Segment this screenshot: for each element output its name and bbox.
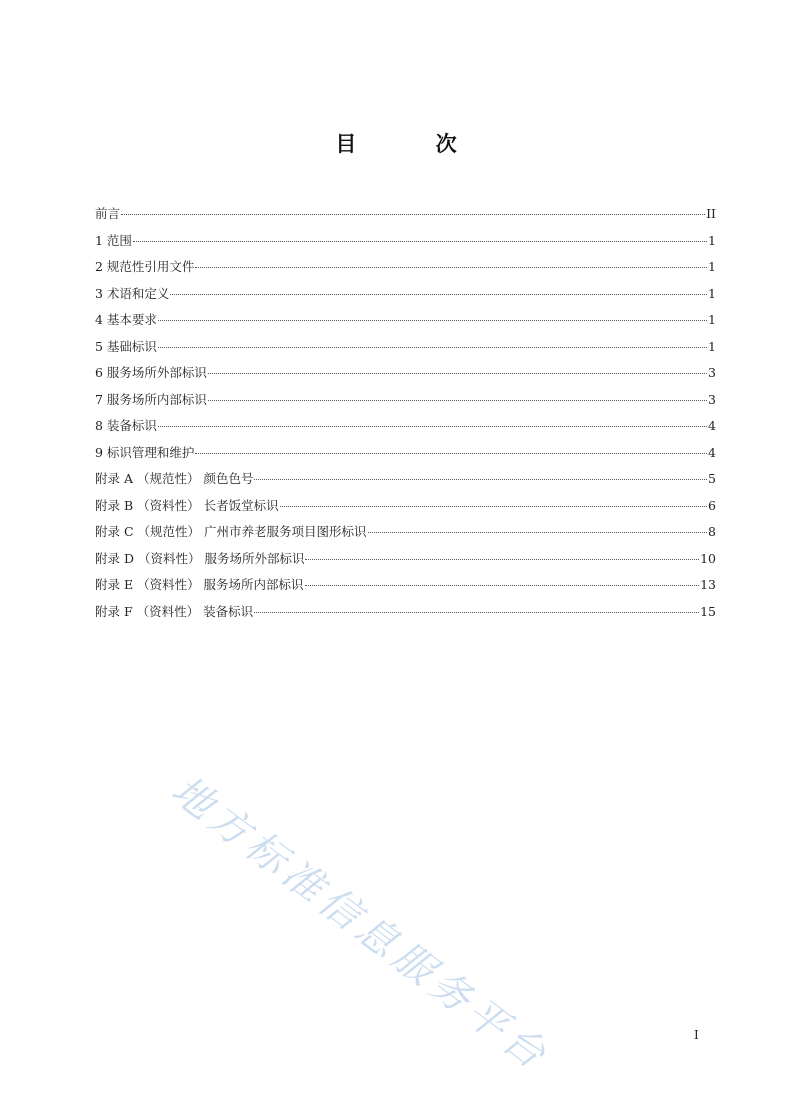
toc-leader-dots bbox=[158, 347, 707, 348]
toc-entry-label: 6 服务场所外部标识 bbox=[95, 365, 207, 380]
toc-entry-label: 附录 B （资料性） 长者饭堂标识 bbox=[95, 497, 279, 513]
toc-entry-label: 附录 E （资料性） 服务场所内部标识 bbox=[95, 577, 304, 592]
toc-entry[interactable] bbox=[95, 307, 716, 334]
toc-entry-label: 附录 D （资料性） 服务场所外部标识 bbox=[95, 550, 305, 566]
toc-entry-page: II bbox=[706, 206, 716, 221]
toc-entry-page: 3 bbox=[708, 365, 716, 380]
toc-entry[interactable] bbox=[95, 334, 716, 361]
toc-entry-page: 3 bbox=[708, 391, 716, 407]
toc-entry-label: 附录 C （规范性） 广州市养老服务项目图形标识 bbox=[95, 524, 367, 539]
toc-entry-label: 4 基本要求 bbox=[95, 312, 157, 327]
toc-entry[interactable] bbox=[95, 360, 716, 387]
toc-entry-page: 15 bbox=[700, 603, 716, 619]
toc-entry-page: 4 bbox=[708, 444, 716, 460]
toc-entry[interactable] bbox=[95, 493, 716, 520]
toc-entry-page: 1 bbox=[708, 285, 716, 301]
toc-leader-dots bbox=[195, 267, 707, 268]
toc-entry-label: 7 服务场所内部标识 bbox=[95, 391, 207, 407]
toc-entry-page: 4 bbox=[708, 418, 716, 433]
toc-leader-dots bbox=[280, 506, 707, 507]
toc-entry-label: 3 术语和定义 bbox=[95, 285, 170, 301]
toc-entry-page: 1 bbox=[708, 338, 716, 354]
toc-entry[interactable] bbox=[95, 228, 716, 255]
toc-entry-page: 1 bbox=[708, 312, 716, 327]
toc-leader-dots bbox=[305, 585, 700, 586]
toc-entry-label: 2 规范性引用文件 bbox=[95, 259, 195, 274]
toc-entry[interactable] bbox=[95, 387, 716, 414]
page-number: I bbox=[694, 1028, 699, 1042]
toc-entry-label: 1 范围 bbox=[95, 232, 132, 248]
toc-entry[interactable] bbox=[95, 572, 716, 599]
toc-entry-label: 9 标识管理和维护 bbox=[95, 444, 195, 460]
toc-entry-page: 13 bbox=[700, 577, 716, 592]
toc-entry-page: 10 bbox=[700, 550, 716, 566]
toc-leader-dots bbox=[254, 612, 699, 613]
toc-leader-dots bbox=[195, 453, 707, 454]
toc-entry-label: 附录 A （规范性） 颜色色号 bbox=[95, 471, 254, 486]
toc-entry[interactable] bbox=[95, 254, 716, 281]
toc-leader-dots bbox=[208, 373, 707, 374]
table-of-contents bbox=[95, 201, 716, 625]
toc-leader-dots bbox=[133, 241, 707, 242]
toc-entry[interactable] bbox=[95, 201, 716, 228]
toc-entry-page: 8 bbox=[708, 524, 716, 539]
toc-leader-dots bbox=[368, 532, 708, 533]
toc-leader-dots bbox=[121, 214, 705, 215]
toc-entry[interactable] bbox=[95, 546, 716, 573]
toc-leader-dots bbox=[158, 426, 707, 427]
toc-entry-page: 5 bbox=[708, 471, 716, 486]
toc-leader-dots bbox=[305, 559, 699, 560]
toc-entry-page: 1 bbox=[708, 259, 716, 274]
toc-leader-dots bbox=[208, 400, 707, 401]
toc-entry-page: 1 bbox=[708, 232, 716, 248]
toc-entry-page: 6 bbox=[708, 497, 716, 513]
page-title: 目 次 bbox=[335, 132, 493, 156]
toc-entry[interactable] bbox=[95, 440, 716, 467]
toc-entry-label: 附录 F （资料性） 装备标识 bbox=[95, 603, 254, 619]
toc-entry-label: 8 装备标识 bbox=[95, 418, 157, 433]
toc-entry[interactable] bbox=[95, 599, 716, 626]
toc-entry[interactable] bbox=[95, 519, 716, 546]
toc-leader-dots bbox=[158, 320, 707, 321]
toc-entry[interactable] bbox=[95, 413, 716, 440]
toc-entry[interactable] bbox=[95, 281, 716, 308]
toc-leader-dots bbox=[170, 294, 707, 295]
toc-entry-label: 5 基础标识 bbox=[95, 338, 157, 354]
toc-entry-label: 前言 bbox=[95, 206, 121, 221]
toc-leader-dots bbox=[254, 479, 707, 480]
toc-entry[interactable] bbox=[95, 466, 716, 493]
watermark: 地方标准信息服务平台 bbox=[162, 767, 558, 1081]
